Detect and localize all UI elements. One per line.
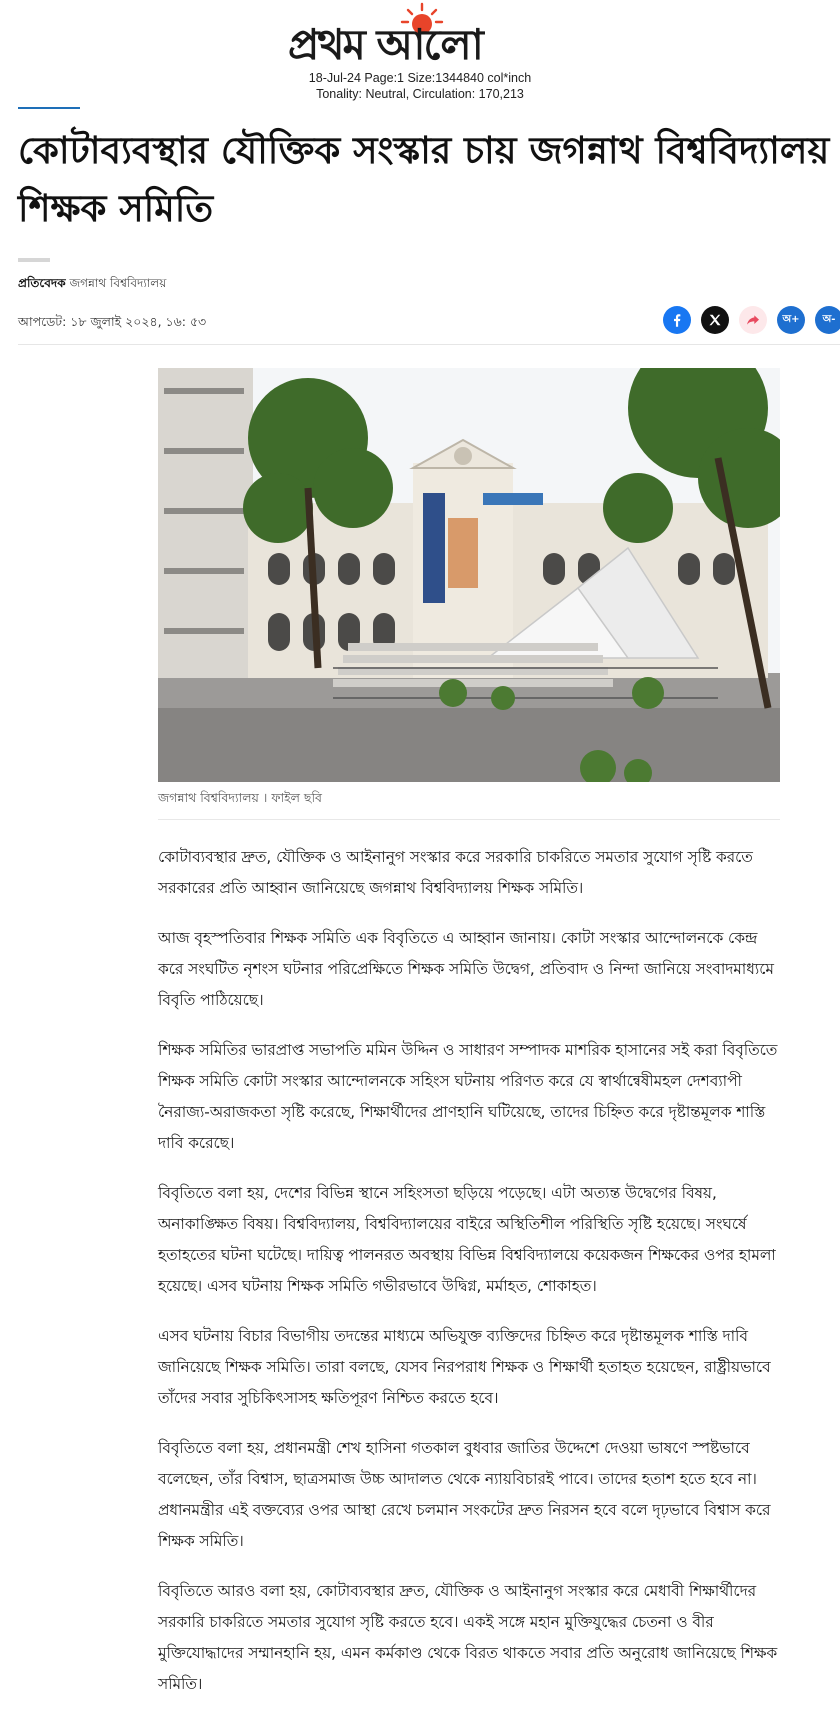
x-icon [708, 313, 722, 327]
header-divider [18, 344, 840, 345]
font-increase-button[interactable]: অ+ [777, 306, 805, 334]
headline-divider [18, 258, 50, 262]
photo-caption-main: জগন্নাথ বিশ্ববিদ্যালয় [158, 790, 259, 805]
clip-meta: 18-Jul-24 Page:1 Size:1344840 col*inch [308, 71, 532, 85]
photo-caption [158, 790, 322, 810]
paragraph: বিবৃতিতে আরও বলা হয়, কোটাব্যবস্থার দ্রুত, যৌক্তিক ও আইনানুগ সংস্কার করে মেধাবী শিক্ষার্থীদের সরকারি চাকরিতে সমতার সুযোগ সৃষ্টি করতে হবে। একই সঙ্গে মহান মুক্তিযুদ্ধের চেতনা ও বীর মুক্তিযোদ্ধাদের সম্মানহানি হয়, এমন কর্মকাণ্ড থেকে বিরত থাকতে সবার প্রতি অনুরোধ জানিয়েছে শিক্ষক সমিতি। [158, 1582, 778, 1693]
article-headline: কোটাব্যবস্থার যৌক্তিক সংস্কার চায় জগন্নাথ বিশ্ববিদ্যালয় শিক্ষক সমিতি [18, 129, 830, 230]
article-photo [158, 368, 780, 782]
paragraph: কোটাব্যবস্থার দ্রুত, যৌক্তিক ও আইনানুগ সংস্কার করে সরকারি চাকরিতে সমতার সুযোগ সৃষ্টি করতে সরকারের প্রতি আহ্বান জানিয়েছে জগন্নাথ বিশ্ববিদ্যালয় শিক্ষক সমিতি। [158, 848, 753, 897]
paragraph: এসব ঘটনায় বিচার বিভাগীয় তদন্তের মাধ্যমে অভিযুক্ত ব্যক্তিদের চিহ্নিত করে দৃষ্টান্তমূলক শাস্তি দাবি জানিয়েছে শিক্ষক সমিতি। তারা বলছে, যেসব নিরপরাধ শিক্ষক ও শিক্ষার্থী হতাহত হয়েছেন, রাষ্ট্রীয়ভাবে তাঁদের সবার সুচিকিৎসাসহ ক্ষতিপূরণ নিশ্চিত করতে হবে। [158, 1327, 771, 1407]
photo-caption-separator: । [262, 790, 268, 805]
prothom-alo-logo[interactable] [280, 2, 565, 72]
paragraph: বিবৃতিতে বলা হয়, প্রধানমন্ত্রী শেখ হাসিনা গতকাল বুধবার জাতির উদ্দেশে দেওয়া ভাষণে স্পষ্টভাবে বলেছেন, তাঁর বিশ্বাস, ছাত্রসমাজ উচ্চ আদালত থেকে ন্যায়বিচারই পাবে। তাদের হতাশ হতে হবে না। প্রধানমন্ত্রীর এই বক্তব্যের ওপর আস্থা রেখে চলমান সংকটের দ্রুত নিরসন হবে বলে দৃঢ়ভাবে বিশ্বাস করে শিক্ষক সমিতি। [158, 1439, 771, 1550]
photo-caption-credit: ফাইল ছবি [271, 790, 323, 805]
paragraph: বিবৃতিতে বলা হয়, দেশের বিভিন্ন স্থানে সহিংসতা ছড়িয়ে পড়েছে। এটা অত্যন্ত উদ্বেগের বিষয়, অনাকাঙ্ক্ষিত বিষয়। বিশ্ববিদ্যালয়, বিশ্ববিদ্যালয়ের বাইরে অস্থিতিশীল পরিস্থিতি সৃষ্টি হয়েছে। সংঘর্ষে হতাহতের ঘটনা ঘটেছে। দায়িত্ব পালনরত অবস্থায় বিভিন্ন বিশ্ববিদ্যালয়ে কয়েকজন শিক্ষকের ওপর হামলা হয়েছে। এসব ঘটনায় শিক্ষক সমিতি গভীরভাবে উদ্বিগ্ন, মর্মাহত, শোকাহত। [158, 1184, 776, 1295]
caption-divider [158, 819, 780, 820]
updated-timestamp: আপডেট: ১৮ জুলাই ২০২৪, ১৬: ৫৩ [18, 314, 207, 329]
byline-label: প্রতিবেদক [18, 276, 66, 290]
byline [18, 275, 166, 295]
accent-rule [18, 107, 80, 109]
paragraph: আজ বৃহস্পতিবার শিক্ষক সমিতি এক বিবৃতিতে এ আহ্বান জানায়। কোটা সংস্কার আন্দোলনকে কেন্দ্র করে সংঘটিত নৃশংস ঘটনার পরিপ্রেক্ষিতে শিক্ষক সমিতি উদ্বেগ, প্রতিবাদ ও নিন্দা জানিয়ে সংবাদমাধ্যমে বিবৃতি পাঠিয়েছে। [158, 929, 774, 1009]
masthead [0, 0, 840, 104]
campus-building-illustration [158, 368, 780, 782]
share-forward-button[interactable] [739, 306, 767, 334]
byline-place[interactable]: জগন্নাথ বিশ্ববিদ্যালয় [69, 276, 167, 290]
share-x-button[interactable] [701, 306, 729, 334]
font-decrease-button[interactable]: অ- [815, 306, 840, 334]
article-body [158, 842, 780, 1719]
logo-wordmark: প্রথম আলো [288, 20, 482, 69]
clip-meta-tonality: Tonality: Neutral, Circulation: 170,213 [316, 87, 524, 101]
share-facebook-button[interactable] [663, 306, 691, 334]
paragraph: শিক্ষক সমিতির ভারপ্রাপ্ত সভাপতি মমিন উদ্দিন ও সাধারণ সম্পাদক মাশরিক হাসানের সই করা বিবৃতিতে শিক্ষক সমিতি কোটা সংস্কার আন্দোলনকে সহিংস ঘটনায় পরিণত করে যে স্বার্থান্বেষীমহল দেশব্যাপী নৈরাজ্য-অরাজকতা সৃষ্টি করেছে, শিক্ষার্থীদের প্রাণহানি ঘটিয়েছে, তাদের চিহ্নিত করে দৃষ্টান্তমূলক শাস্তি দাবি করেছে। [158, 1041, 778, 1152]
facebook-icon [668, 311, 686, 329]
forward-icon [745, 312, 761, 328]
